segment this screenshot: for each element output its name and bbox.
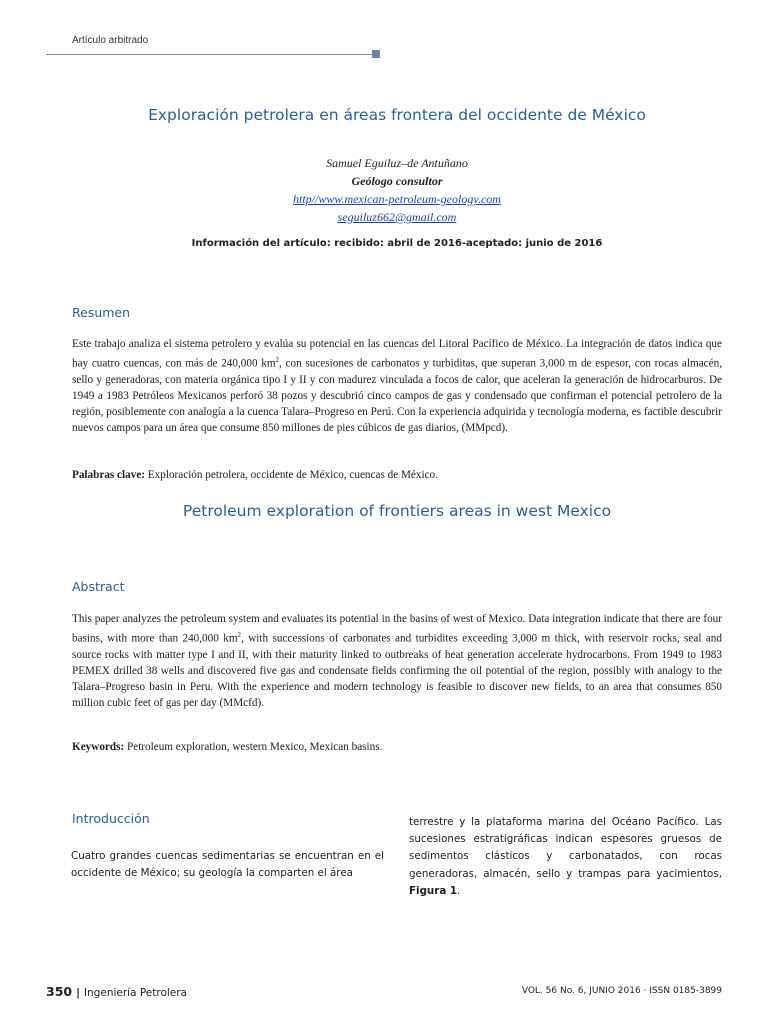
keywords-text: Petroleum exploration, western Mexico, Mexican basins. xyxy=(127,741,383,753)
footer-issue: VOL. 56 No. 6, JUNIO 2016 · ISSN 0185-3899 xyxy=(521,986,722,996)
author-email-link[interactable]: seguiluz662@gmail.com xyxy=(337,210,457,224)
author-role: Geólogo consultor xyxy=(351,174,443,188)
introduccion-right-column xyxy=(409,814,722,900)
abstract-paragraph xyxy=(72,611,722,711)
author-block xyxy=(0,154,768,226)
introduccion-right-end: . xyxy=(457,884,461,897)
introduccion-left-column: Cuatro grandes cuencas sedimentarias se encuentran en el occidente de México; su geología la comparten el área xyxy=(71,850,384,880)
article-title-en: Petroleum exploration of frontiers areas in west Mexico xyxy=(182,502,612,520)
resumen-superscript: 2 xyxy=(275,356,280,365)
header-rule xyxy=(46,54,374,55)
header-label: Artículo arbitrado xyxy=(72,35,149,46)
resumen-heading: Resumen xyxy=(72,305,131,320)
author-website-link[interactable]: http//www.mexican-petroleum-geology.com xyxy=(293,192,501,206)
article-title-es: Exploración petrolera en áreas frontera del occidente de México xyxy=(148,106,646,124)
resumen-text-part1: Este trabajo analiza el sistema petrolero y evalúa su potencial en las cuencas del Litoral Pacífico de México. La integración de datos indica que hay cuatro cuencas, con más de 240,000 km xyxy=(72,338,722,370)
figure-reference[interactable]: Figura 1 xyxy=(409,884,458,897)
page-number: 350 xyxy=(46,984,73,999)
resumen-paragraph xyxy=(72,336,722,436)
palabras-clave-text: Exploración petrolera, occidente de México, cuencas de México. xyxy=(147,469,438,481)
introduccion-right-text: terrestre y la plataforma marina del Océano Pacífico. Las sucesiones estratigráficas indican espesores gruesos de sedimentos clásticos y carbonatados, con rocas generadoras, almacén, sello y trampas para yacimientos, xyxy=(409,816,722,880)
abstract-heading: Abstract xyxy=(72,579,125,594)
header-square-ornament xyxy=(372,50,380,58)
introduccion-heading: Introducción xyxy=(72,811,150,826)
keywords-label: Keywords: xyxy=(72,741,125,753)
abstract-text-part2: , with successions of carbonates and turbidites exceeding 3,000 m thick, with reservoir rocks, seal and source rocks with matter type I and II, with their maturity linked to outbreaks of heat generation accelerate hydrocarbons. From 1949 to 1983 PEMEX drilled 38 wells and discovered five gas and condensate fields confirming the oil potential of the region, possibly with analogy to the Talara–Progreso basin in Peru. With the experience and modern technology is feasible to discover new fields, to an area that consumes 850 million cubic feet of gas per day (MMcfd). xyxy=(72,632,722,710)
abstract-text-part1: This paper analyzes the petroleum system and evaluates its potential in the basins of west of Mexico. Data integration indicate that there are four basins, with more than 240,000 km xyxy=(72,613,722,645)
palabras-clave-line xyxy=(72,469,438,481)
abstract-superscript: 2 xyxy=(237,631,242,640)
resumen-text-part2: , con sucesiones de carbonatos y turbiditas, que superan 3,000 m de espesor, con rocas almacén, sello y generadoras, con materia orgánica tipo I y II y con madurez vinculada a focos de calor, que aceleran la generación de hidrocarburos. De 1949 a 1983 Petróleos Mexicanos perforó 38 pozos y descubrió cinco campos de gas y condensado que confirman el potencial petrolero de la región, posiblemente con analogía a la cuenca Talara–Progreso en Perú. Con la experiencia adquirida y tecnología moderna, es factible descubrir nuevos campos para un área que consume 850 millones de pies cúbicos de gas diarios, (MMpcd). xyxy=(72,357,722,435)
author-name: Samuel Eguiluz–de Antuñano xyxy=(326,156,468,170)
article-info: Información del artículo: recibido: abril de 2016-aceptado: junio de 2016 xyxy=(191,238,603,249)
footer-separator: | xyxy=(76,987,80,999)
palabras-clave-label: Palabras clave: xyxy=(72,469,146,481)
footer-left xyxy=(46,984,187,999)
journal-name: Ingeniería Petrolera xyxy=(83,987,188,999)
keywords-line xyxy=(72,741,382,753)
